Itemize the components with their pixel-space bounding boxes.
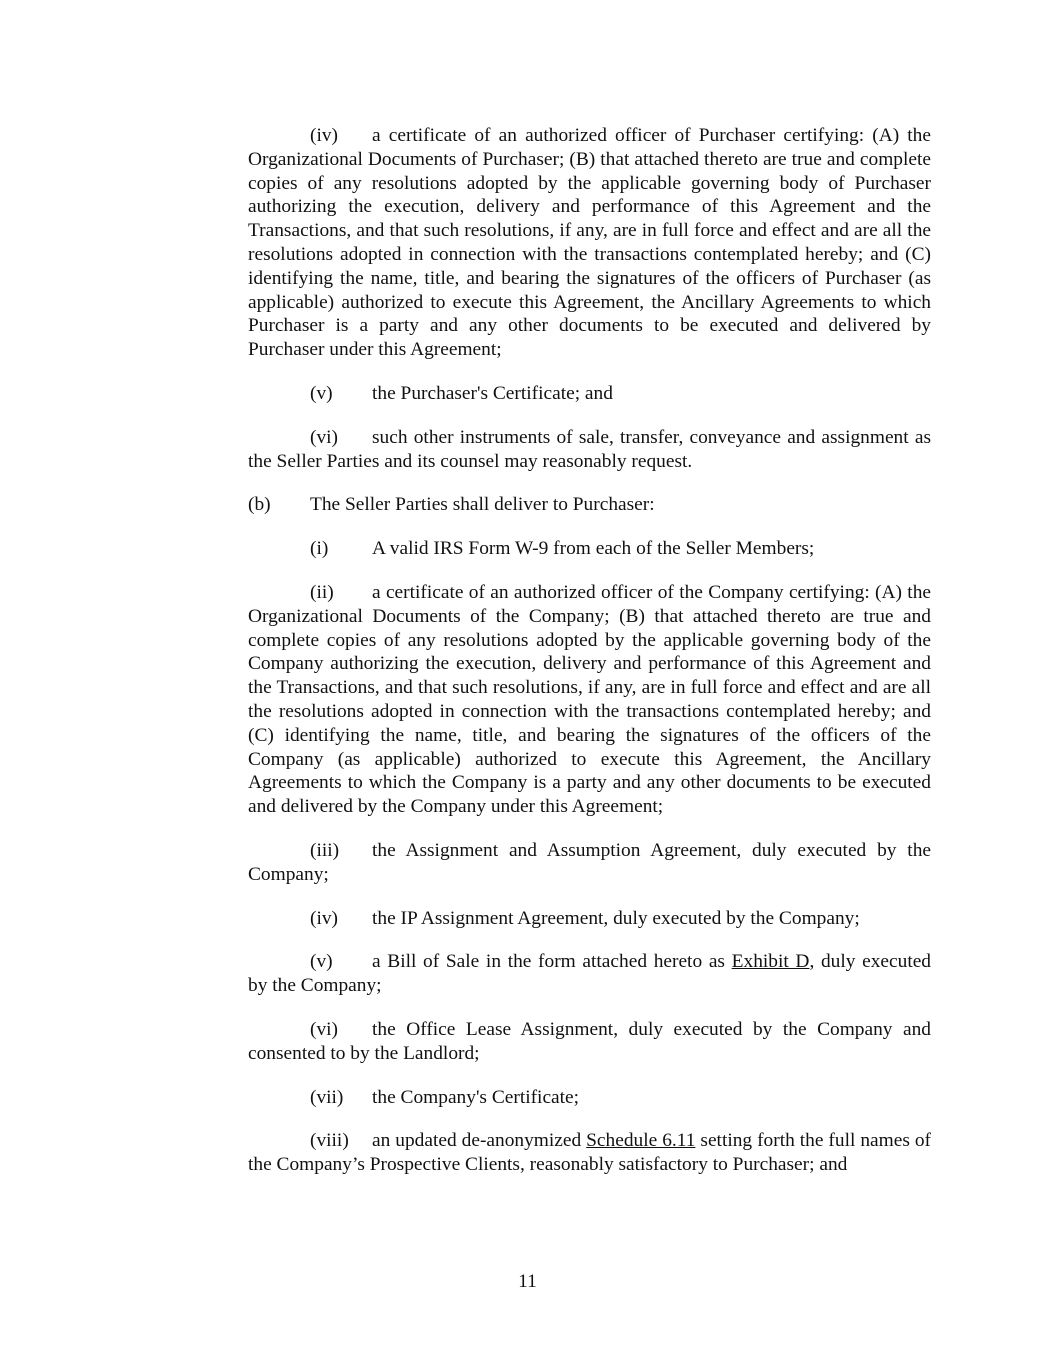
clause-b-vi — [248, 1018, 931, 1066]
clause-b-ii — [248, 581, 931, 819]
clause-b-vii — [248, 1086, 931, 1110]
clause-text: the Office Lease Assignment, duly executed by the Company and consented to by the Landlord; — [248, 1018, 931, 1064]
clause-text: such other instruments of sale, transfer, conveyance and assignment as the Seller Parties and its counsel may reasonably request. — [248, 426, 931, 472]
clause-number: (vii) — [310, 1086, 344, 1108]
clause-text-post: setting forth the full names of the Company’s Prospective Clients, reasonably satisfactory to Purchaser; and — [248, 1130, 931, 1176]
clause-number: (viii) — [310, 1130, 349, 1152]
page-number: 11 — [518, 1271, 537, 1292]
clause-b-viii — [248, 1129, 931, 1177]
document-body — [248, 124, 931, 1197]
clause-b-i — [248, 537, 931, 561]
clause-text: a certificate of an authorized officer of Purchaser certifying: (A) the Organizational Documents of Purchaser; (B) that attached thereto are true and complete copies of any resolutions adopted by the applicable governing body of Purchaser authorizing the execution, delivery and performance of this Agreement and the Transactions, and that such resolutions, if any, are in full force and effect and are all the resolutions adopted in connection with the transactions contemplated hereby; and (C) identifying the name, title, and bearing the signatures of the officers of Purchaser (as applicable) authorized to execute this Agreement, the Ancillary Agreements to which Purchaser is a party and any other documents to be executed and delivered by Purchaser under this Agreement; — [248, 125, 931, 361]
clause-text-pre: a Bill of Sale in the form attached hereto as — [372, 951, 732, 973]
clause-number: (iv) — [310, 125, 338, 146]
clause-b-iii — [248, 839, 931, 887]
clause-text: A valid IRS Form W-9 from each of the Seller Members; — [372, 538, 815, 560]
section-text: The Seller Parties shall deliver to Purchaser: — [310, 494, 655, 516]
clause-a-v — [248, 382, 931, 406]
clause-b-v — [248, 950, 931, 998]
clause-text-post: , duly executed by the Company; — [248, 951, 932, 997]
clause-number: (vi) — [310, 1018, 338, 1040]
clause-number: (v) — [310, 382, 333, 404]
clause-text: the IP Assignment Agreement, duly executed by the Company; — [372, 907, 860, 929]
clause-a-vi — [248, 426, 931, 474]
clause-b-iv — [248, 907, 931, 931]
clause-number: (i) — [310, 538, 329, 560]
clause-number: (ii) — [310, 581, 334, 603]
clause-text: the Company's Certificate; — [372, 1086, 580, 1108]
clause-text-pre: an updated de-anonymized — [372, 1130, 587, 1152]
clause-text: the Purchaser's Certificate; and — [372, 382, 613, 404]
clause-number: (vi) — [310, 426, 338, 448]
clause-text: a certificate of an authorized officer of the Company certifying: (A) the Organizational Documents of the Company; (B) that attached thereto are true and complete copies of any resolutions adopted by the applicable governing body of the Company authorizing the execution, delivery and performance of this Agreement and the Transactions, and that such resolutions, if any, are in full force and effect and are all the resolutions adopted in connection with the transactions contemplated hereby; and (C) identifying the name, title, and bearing the signatures of the officers of the Company (as applicable) authorized to execute this Agreement, the Ancillary Agreements to which the Company is a party and any other documents to be executed and delivered by the Company under this Agreement; — [248, 581, 931, 818]
exhibit-d-reference: Exhibit D — [731, 951, 810, 973]
clause-number: (iii) — [310, 839, 340, 861]
clause-text: the Assignment and Assumption Agreement, duly executed by the Company; — [248, 839, 931, 885]
clause-number: (iv) — [310, 907, 338, 929]
schedule-6-11-reference: Schedule 6.11 — [586, 1130, 696, 1152]
clause-number: (v) — [310, 951, 333, 973]
clause-a-iv — [248, 124, 931, 362]
section-b — [248, 493, 931, 517]
section-number: (b) — [248, 494, 271, 516]
